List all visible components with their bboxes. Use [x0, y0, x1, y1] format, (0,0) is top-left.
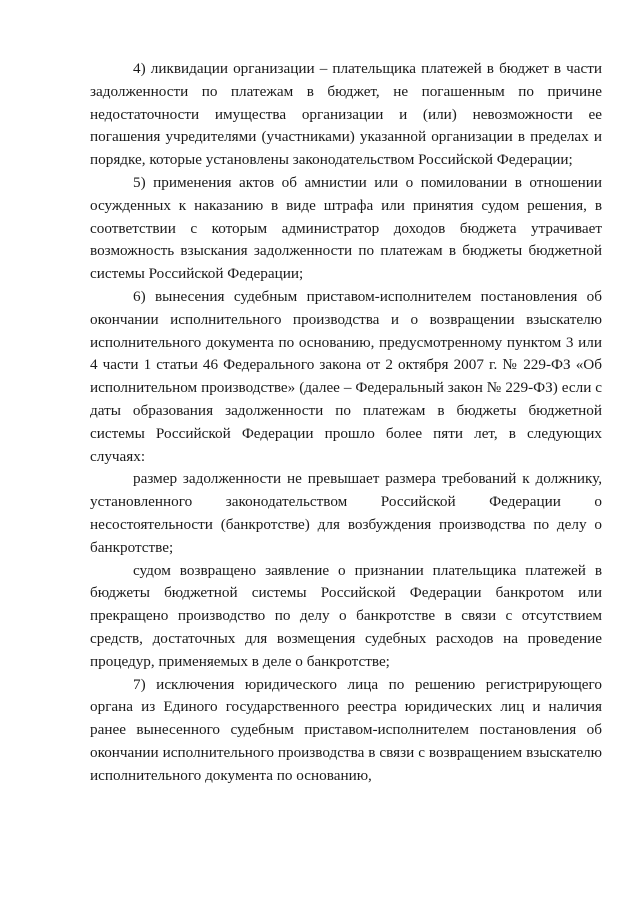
paragraph-item-6-bailiff-decision: 6) вынесения судебным приставом-исполнителем постановления об окончании исполнительного производства и о возвращении взыскателю исполнительного документа по основанию, предусмотренному пунктом 3 или 4 части 1 статьи 46 Федерального закона от 2 октября 2007 г. № 229-ФЗ «Об исполнительном производстве» (далее – Федеральный закон № 229-ФЗ) если с даты образования задолженности по платежам в бюджеты бюджетной системы Российской Федерации прошло более пяти лет, в следующих случаях:: [90, 287, 602, 465]
paragraph-case-bankruptcy: судом возвращено заявление о признании плательщика платежей в бюджеты бюджетной системы Российской Федерации банкротом или прекращено производство по делу о банкротстве в связи с отсутствием средств, достаточных для возмещения судебных расходов на проведение процедур, применяемых в деле о банкротстве;: [90, 561, 602, 670]
paragraph-case-debt-size: размер задолженности не превышает размера требований к должнику, установленного законодательством Российской Федерации о несостоятельности (банкротстве) для возбуждения производства по делу о банкротстве;: [90, 470, 602, 556]
paragraph-item-4-liquidation: 4) ликвидации организации – плательщика платежей в бюджет в части задолженности по платежам в бюджет, не погашенным по причине недостаточности имущества организации и (или) невозможности ее погашения учредителями (участниками) указанной организации в пределах и порядке, которые установлены законодательством Российской Федерации;: [90, 60, 602, 169]
paragraph-item-5-amnesty: 5) применения актов об амнистии или о помиловании в отношении осужденных к наказанию в виде штрафа или принятия судом решения, в соответствии с которым администратор доходов бюджета утрачивает возможность взыскания задолженности по платежам в бюджеты бюджетной системы Российской Федерации;: [90, 173, 602, 283]
document-body: [90, 58, 602, 788]
paragraph-item-7-exclusion: 7) исключения юридического лица по решению регистрирующего органа из Единого государственного реестра юридических лиц и наличия ранее вынесенного судебным приставом-исполнителем постановления об окончании исполнительного производства в связи с возвращением взыскателю исполнительного документа по основанию,: [90, 675, 602, 784]
